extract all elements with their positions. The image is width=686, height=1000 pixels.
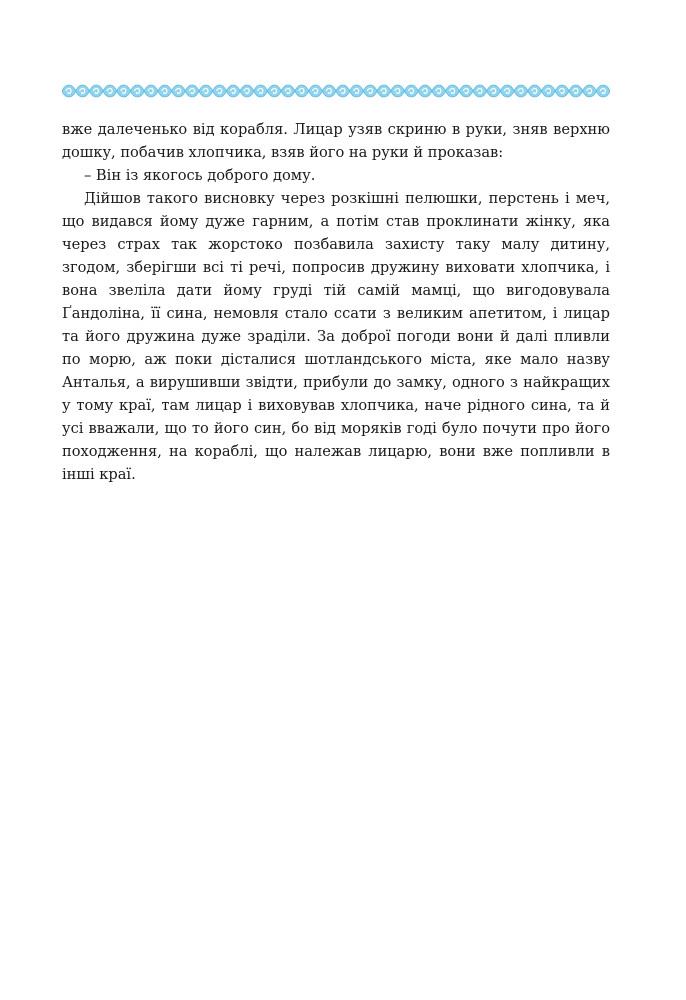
ornament-motif: [500, 85, 514, 97]
ornament-motif: [555, 85, 569, 97]
main-text: [62, 118, 610, 486]
ornament-motif: [514, 85, 528, 97]
ornament-motif: [240, 85, 254, 97]
ornament-motif: [76, 85, 90, 97]
ornament-motif: [542, 85, 556, 97]
ornament-motif: [528, 85, 542, 97]
ornament-motif: [103, 85, 117, 97]
ornament-motif: [377, 85, 391, 97]
ornament-motif: [432, 85, 446, 97]
ornament-motif: [583, 85, 597, 97]
wave-ornament-icon: [62, 82, 610, 100]
decorative-border-ornament: [62, 82, 610, 100]
ornament-motif: [144, 85, 158, 97]
ornament-motif: [281, 85, 295, 97]
ornament-motif: [185, 85, 199, 97]
ornament-motif: [459, 85, 473, 97]
ornament-motif: [268, 85, 282, 97]
ornament-motif: [131, 85, 145, 97]
ornament-motif: [569, 85, 583, 97]
ornament-motif: [473, 85, 487, 97]
ornament-motif: [199, 85, 213, 97]
ornament-motif: [418, 85, 432, 97]
ornament-motif: [254, 85, 268, 97]
ornament-motif: [158, 85, 172, 97]
ornament-motif: [213, 85, 227, 97]
ornament-motif: [336, 85, 350, 97]
paragraph-narration: Дійшов такого висновку через розкішні пелюшки, перстень і меч, що видався йому дуже гарним, а потім став проклинати жінку, яка через страх так жорстоко позбавила захисту таку малу дитину, згодом, зберігши всі ті речі, попросив дружину виховати хлопчика, і вона звеліла дати йому груді тій самій мамці, що вигодовувала Ґандоліна, її сина, немовля стало ссати з великим апетитом, і лицар та його дружина дуже зраділи. За доброї погоди вони й далі пливли по морю, аж поки дісталися шотландського міста, яке мало назву Анталья, а вирушивши звідти, прибули до замку, одного з найкращих у тому краї, там лицар і виховував хлопчика, наче рідного сина, та й усі вважали, що то його син, бо від моряків годі було почути про його походження, на кораблі, що належав лицарю, вони вже попливли в інші краї.: [62, 190, 610, 483]
ornament-motif: [226, 85, 240, 97]
ornament-motif: [322, 85, 336, 97]
ornament-motif: [596, 85, 610, 97]
ornament-motif: [89, 85, 103, 97]
ornament-motif: [446, 85, 460, 97]
ornament-motif: [391, 85, 405, 97]
ornament-motif: [62, 85, 76, 97]
ornament-motif: [405, 85, 419, 97]
paragraph-dialogue: – Він із якогось доброго дому.: [84, 167, 316, 184]
ornament-motif: [172, 85, 186, 97]
ornament-motif: [309, 85, 323, 97]
ornament-motif: [363, 85, 377, 97]
paragraph-continuation: вже далеченько від корабля. Лицар узяв скриню в руки, зняв верхню дошку, побачив хлопчика, взяв його на руки й проказав:: [62, 121, 610, 161]
ornament-motif: [295, 85, 309, 97]
ornament-motif: [487, 85, 501, 97]
ornament-motif: [350, 85, 364, 97]
ornament-motif: [117, 85, 131, 97]
